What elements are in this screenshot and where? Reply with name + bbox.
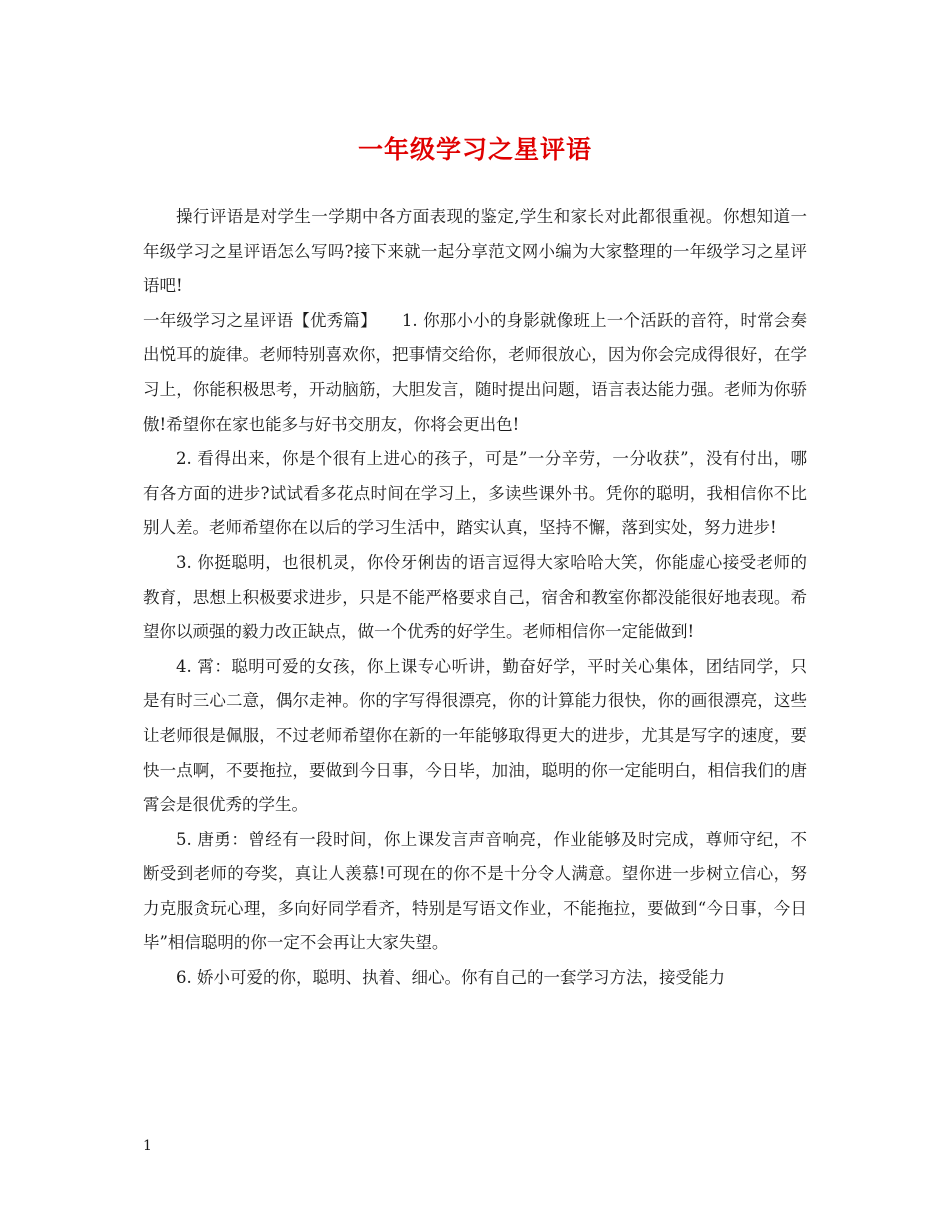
page-number: 1: [143, 1138, 152, 1154]
comment-paragraph-6: 6. 娇小可爱的你，聪明、执着、细心。你有自己的一套学习方法，接受能力: [176, 968, 725, 988]
comment-paragraph-5: 5. 唐勇：曾经有一段时间，你上课发言声音响亮，作业能够及时完成，尊师守纪，不断受到老师的夸奖，真让人羡慕!可现在的你不是十分令人满意。望你进一步树立信心，努力克服贪玩心理，多向好同学看齐，特别是写语文作业，不能拖拉，要做到“今日事，今日毕”相信聪明的你一定不会再让大家失望。: [143, 829, 807, 953]
document-title: 一年级学习之星评语: [357, 135, 592, 164]
intro-paragraph: 操行评语是对学生一学期中各方面表现的鉴定,学生和家长对此都很重视。你想知道一年级学习之星评语怎么写吗?接下来就一起分享范文网小编为大家整理的一年级学习之星评语吧!: [143, 207, 807, 296]
section-heading-paragraph: 一年级学习之星评语【优秀篇】 1. 你那小小的身影就像班上一个活跃的音符，时常会奏出悦耳的旋律。老师特别喜欢你，把事情交给你，老师很放心，因为你会完成得很好，在学习上，你能积极思考，开动脑筋，大胆发言，随时提出问题，语言表达能力强。老师为你骄傲!希望你在家也能多与好书交朋友，你将会更出色!: [143, 310, 807, 434]
document-body: [143, 200, 807, 996]
comment-paragraph-3: 3. 你挺聪明，也很机灵，你伶牙俐齿的语言逗得大家哈哈大笑，你能虚心接受老师的教育，思想上积极要求进步，只是不能严格要求自己，宿舍和教室你都没能很好地表现。希望你以顽强的毅力改正缺点，做一个优秀的好学生。老师相信你一定能做到!: [143, 552, 807, 642]
comment-paragraph-2: 2. 看得出来，你是个很有上进心的孩子，可是”一分辛劳，一分收获”，没有付出，哪有各方面的进步?试试看多花点时间在学习上，多读些课外书。凭你的聪明，我相信你不比别人差。老师希望你在以后的学习生活中，踏实认真，坚持不懈，落到实处，努力进步!: [143, 449, 807, 538]
comment-paragraph-4: 4. 霄：聪明可爱的女孩，你上课专心听讲，勤奋好学，平时关心集体，团结同学，只是有时三心二意，偶尔走神。你的字写得很漂亮，你的计算能力很快，你的画很漂亮，这些让老师很是佩服，不过老师希望你在新的一年能够取得更大的进步，尤其是写字的速度，要快一点啊，不要拖拉，要做到今日事，今日毕，加油，聪明的你一定能明白，相信我们的唐霄会是很优秀的学生。: [143, 656, 807, 815]
